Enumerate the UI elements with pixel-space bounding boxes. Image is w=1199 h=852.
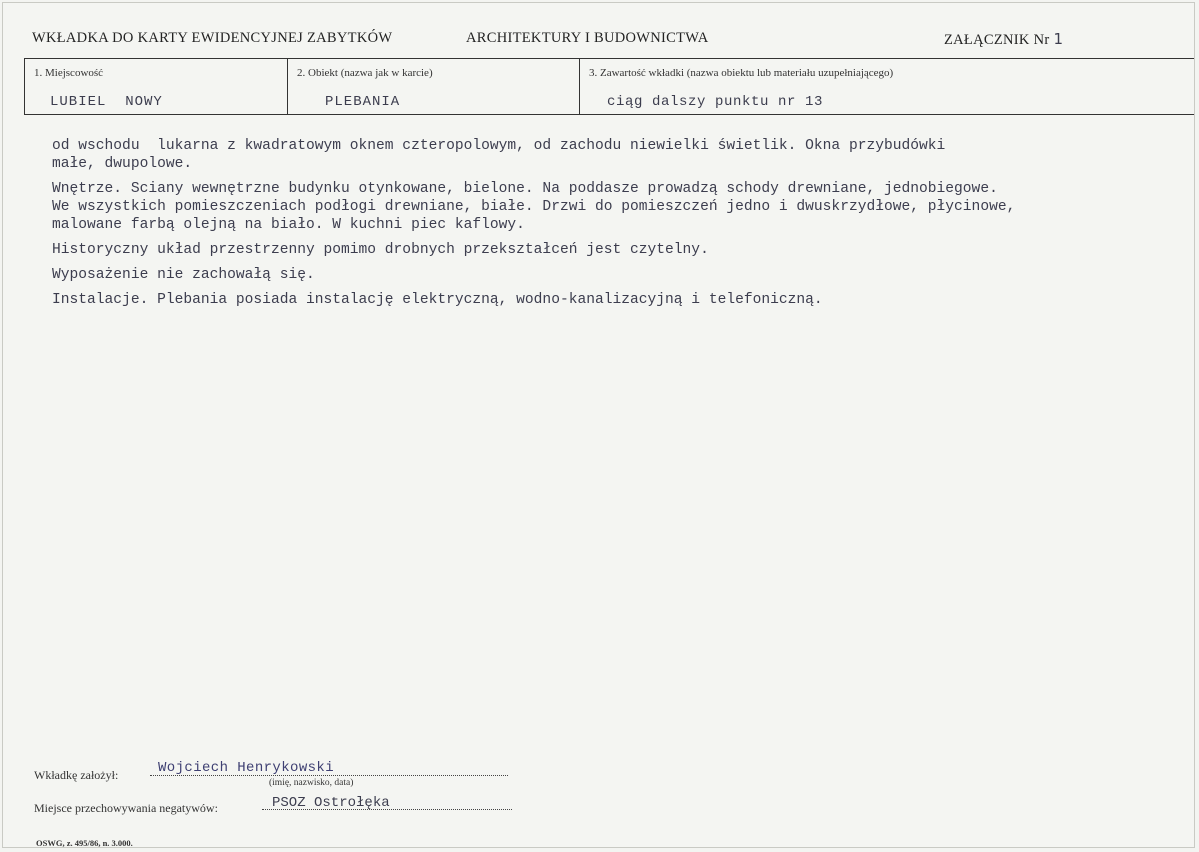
table-divider-left [24, 58, 25, 114]
paragraph-furnishings: Wyposażenie nie zachowałą się. [52, 267, 315, 283]
attachment-number [944, 30, 1063, 49]
line: We wszystkich pomieszczeniach podłogi drewniane, białe. Drzwi do pomieszczeń jedno i dwuskrzydłowe, płycinowe, [52, 199, 1016, 215]
description-text [52, 137, 1197, 316]
attachment-label: ZAŁĄCZNIK Nr [944, 32, 1050, 48]
line: od wschodu lukarna z kwadratowym oknem czteropolowym, od zachodu niewielki świetlik. Okna przybudówki [52, 138, 946, 154]
attachment-value: 1 [1053, 30, 1064, 48]
paragraph-layout: Historyczny układ przestrzenny pomimo drobnych przekształceń jest czytelny. [52, 242, 709, 258]
print-info: OSWG, z. 495/86, n. 3.000. [36, 838, 133, 848]
paragraph-installations: Instalacje. Plebania posiada instalację elektryczną, wodno-kanalizacyjną i telefoniczną. [52, 292, 823, 308]
table-bottom-rule [24, 114, 1194, 115]
negatives-label: Miejsce przechowywania negatywów: [34, 801, 218, 815]
header-category: ARCHITEKTURY I BUDOWNICTWA [466, 30, 709, 46]
field-locality-value: LUBIEL NOWY [50, 94, 163, 110]
line: malowane farbą olejną na biało. W kuchni piec kaflowy. [52, 217, 525, 233]
founder-label: Wkładkę założył: [34, 768, 119, 782]
field-object-label: 2. Obiekt (nazwa jak w karcie) [297, 67, 433, 79]
negatives-dotted-line [262, 809, 512, 810]
table-divider-2 [579, 58, 580, 114]
paragraph-interior [52, 180, 1197, 234]
header-title: WKŁADKA DO KARTY EWIDENCYJNEJ ZABYTKÓW [32, 30, 393, 46]
founder-dotted-line [150, 775, 508, 776]
field-contents-value: ciąg dalszy punktu nr 13 [607, 94, 824, 110]
paragraph-exterior [52, 137, 1197, 173]
field-contents-label: 3. Zawartość wkładki (nazwa obiektu lub materiału uzupełniającego) [589, 67, 894, 79]
negatives-value: PSOZ Ostrołęka [272, 795, 390, 811]
field-object-value: PLEBANIA [325, 94, 401, 110]
record-card [2, 2, 1195, 848]
founder-hint: (imię, nazwisko, data) [269, 778, 354, 788]
table-divider-1 [287, 58, 288, 114]
line: Wnętrze. Sciany wewnętrzne budynku otynkowane, bielone. Na poddasze prowadzą schody drewniane, jednobiegowe. [52, 181, 998, 197]
field-locality-label: 1. Miejscowość [34, 67, 104, 79]
founder-value: Wojciech Henrykowski [158, 760, 335, 776]
table-top-rule [24, 58, 1194, 59]
line: małe, dwupolowe. [52, 156, 193, 172]
